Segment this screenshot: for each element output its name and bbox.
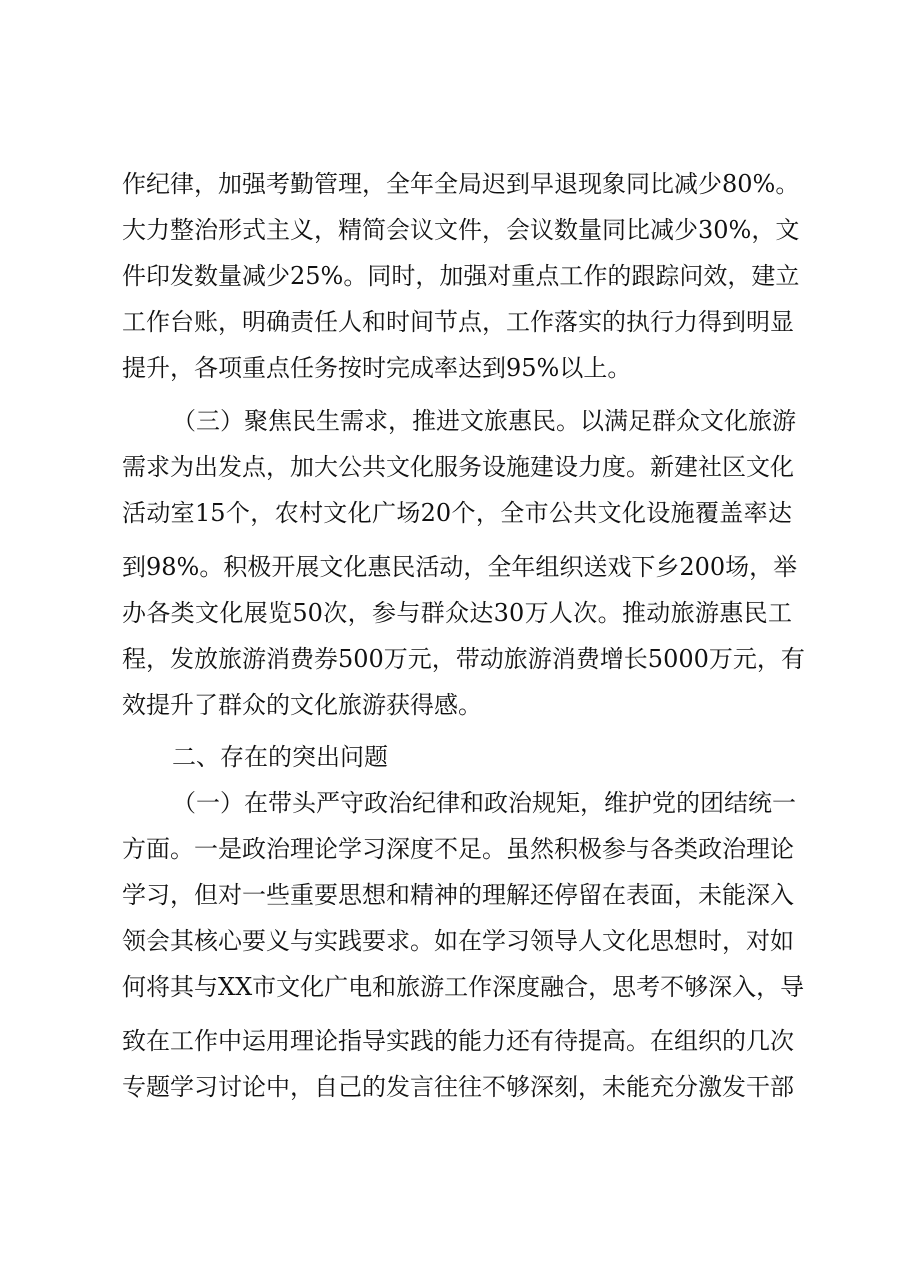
text-line: 学习，但对一些重要思想和精神的理解还停留在表面，未能深入 bbox=[122, 881, 794, 909]
paragraph-heading-line: （三）聚焦民生需求，推进文旅惠民。以满足群众文化旅游 bbox=[172, 407, 796, 435]
text-line: 作纪律，加强考勤管理，全年全局迟到早退现象同比减少80%。 bbox=[122, 170, 800, 198]
text-line: 致在工作中运用理论指导实践的能力还有待提高。在组织的几次 bbox=[122, 1027, 794, 1055]
text-line: 办各类文化展览50次，参与群众达30万人次。推动旅游惠民工 bbox=[122, 599, 792, 627]
text-line: 何将其与XX市文化广电和旅游工作深度融合，思考不够深入，导 bbox=[122, 973, 805, 1001]
text-line: 到98%。积极开展文化惠民活动，全年组织送戏下乡200场，举 bbox=[122, 553, 798, 581]
text-line: 效提升了群众的文化旅游获得感。 bbox=[122, 691, 482, 719]
text-line: 领会其核心要义与实践要求。如在学习领导人文化思想时，对如 bbox=[122, 927, 794, 955]
text-line: 活动室15个，农村文化广场20个，全市公共文化设施覆盖率达 bbox=[122, 499, 792, 527]
section-heading: 二、存在的突出问题 bbox=[172, 743, 388, 771]
text-line: 程，发放旅游消费券500万元，带动旅游消费增长5000万元，有 bbox=[122, 645, 805, 673]
text-line: 大力整治形式主义，精简会议文件，会议数量同比减少30%，文 bbox=[122, 216, 800, 244]
text-line: 专题学习讨论中，自己的发言往往不够深刻，未能充分激发干部 bbox=[122, 1073, 794, 1101]
text-line: 提升，各项重点任务按时完成率达到95%以上。 bbox=[122, 354, 632, 382]
paragraph-heading-line: （一）在带头严守政治纪律和政治规矩，维护党的团结统一 bbox=[172, 789, 796, 817]
text-line: 工作台账，明确责任人和时间节点，工作落实的执行力得到明显 bbox=[122, 308, 794, 336]
text-line: 方面。一是政治理论学习深度不足。虽然积极参与各类政治理论 bbox=[122, 835, 794, 863]
text-line: 件印发数量减少25%。同时，加强对重点工作的跟踪问效，建立 bbox=[122, 262, 800, 290]
text-line: 需求为出发点，加大公共文化服务设施建设力度。新建社区文化 bbox=[122, 453, 794, 481]
